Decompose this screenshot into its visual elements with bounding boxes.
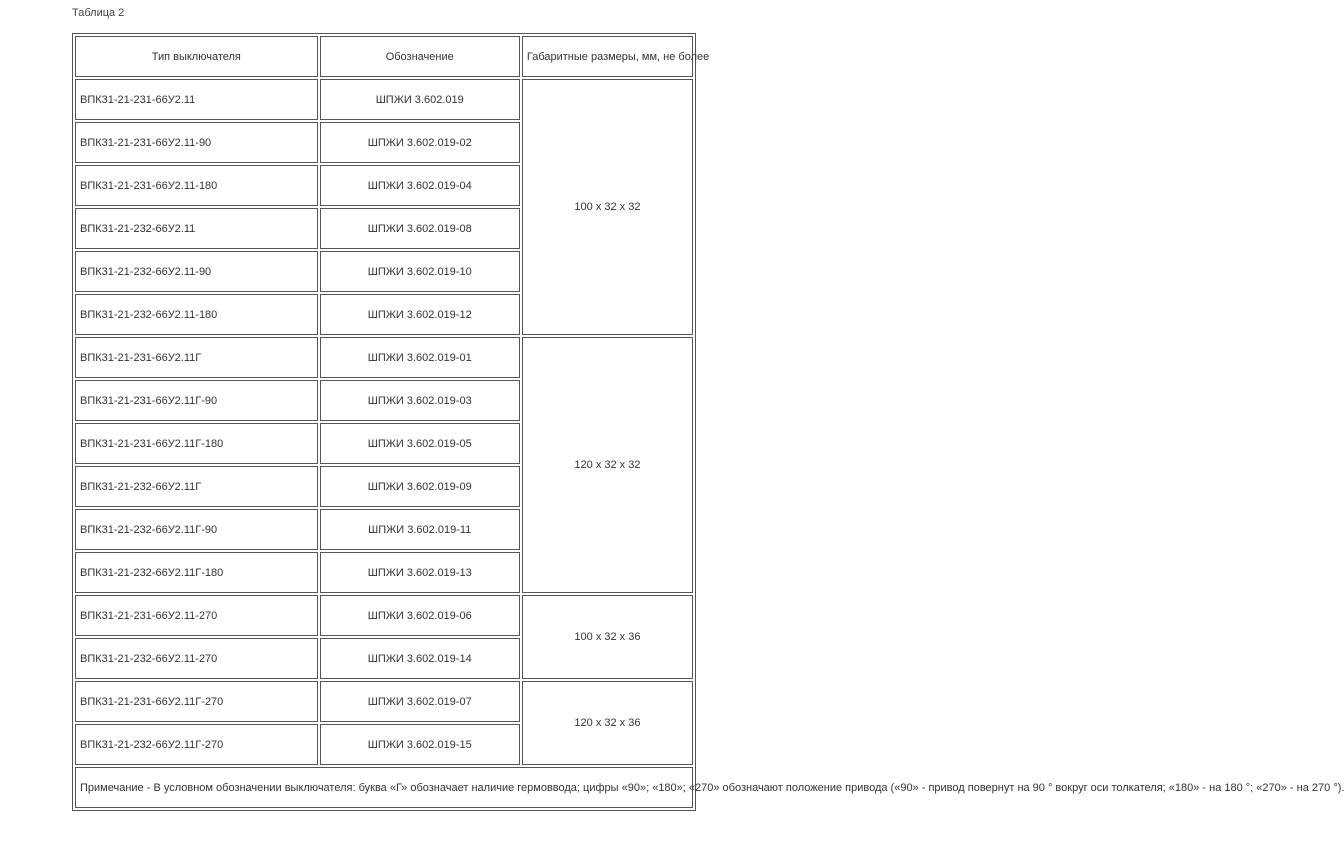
switch-type-cell: ВПК31-21-231-66У2.11-270: [75, 595, 318, 636]
table-row: [75, 681, 693, 722]
note-cell: Примечание - В условном обозначении выключателя: буква «Г» обозначает наличие гермоввода; цифры «90»; «180»; «270» обозначают положение привода («90» - привод повернут на 90 ° вокруг оси толкателя; «180» - на 180 °; «270» - на 270 °).: [75, 767, 693, 808]
designation-cell: ШПЖИ 3.602.019-10: [320, 251, 520, 292]
designation-cell: ШПЖИ 3.602.019-12: [320, 294, 520, 335]
switch-type-cell: ВПК31-21-231-66У2.11-90: [75, 122, 318, 163]
dimensions-cell: 100 х 32 х 32: [522, 79, 693, 335]
header-type: Тип выключателя: [75, 36, 318, 77]
designation-cell: ШПЖИ 3.602.019-11: [320, 509, 520, 550]
switch-type-cell: ВПК31-21-232-66У2.11Г-180: [75, 552, 318, 593]
header-dimensions: Габаритные размеры, мм, не более: [522, 36, 693, 77]
designation-cell: ШПЖИ 3.602.019-01: [320, 337, 520, 378]
designation-cell: ШПЖИ 3.602.019-02: [320, 122, 520, 163]
designation-cell: ШПЖИ 3.602.019-06: [320, 595, 520, 636]
dimensions-cell: 120 х 32 х 36: [522, 681, 693, 765]
table-caption: Таблица 2: [72, 7, 125, 19]
dimensions-cell: 100 х 32 х 36: [522, 595, 693, 679]
designation-cell: ШПЖИ 3.602.019-03: [320, 380, 520, 421]
designation-cell: ШПЖИ 3.602.019-09: [320, 466, 520, 507]
switch-type-cell: ВПК31-21-232-66У2.11: [75, 208, 318, 249]
switch-type-cell: ВПК31-21-231-66У2.11Г-270: [75, 681, 318, 722]
designation-cell: ШПЖИ 3.602.019: [320, 79, 520, 120]
table-row: [75, 79, 693, 120]
switch-spec-table: [72, 33, 1344, 811]
switch-type-cell: ВПК31-21-232-66У2.11-180: [75, 294, 318, 335]
switch-type-cell: ВПК31-21-232-66У2.11Г-90: [75, 509, 318, 550]
switch-type-cell: ВПК31-21-232-66У2.11-90: [75, 251, 318, 292]
switch-type-cell: ВПК31-21-231-66У2.11Г-90: [75, 380, 318, 421]
designation-cell: ШПЖИ 3.602.019-05: [320, 423, 520, 464]
table-body: [75, 36, 1344, 808]
dimensions-cell: 120 х 32 х 32: [522, 337, 693, 593]
designation-cell: ШПЖИ 3.602.019-04: [320, 165, 520, 206]
designation-cell: ШПЖИ 3.602.019-13: [320, 552, 520, 593]
switch-type-cell: ВПК31-21-231-66У2.11: [75, 79, 318, 120]
switch-type-cell: ВПК31-21-231-66У2.11Г: [75, 337, 318, 378]
designation-cell: ШПЖИ 3.602.019-07: [320, 681, 520, 722]
designation-cell: ШПЖИ 3.602.019-08: [320, 208, 520, 249]
note-row: [75, 767, 693, 808]
switch-type-cell: ВПК31-21-232-66У2.11Г: [75, 466, 318, 507]
table-row: [75, 337, 693, 378]
switch-type-cell: ВПК31-21-231-66У2.11-180: [75, 165, 318, 206]
table-row: [75, 595, 693, 636]
header-designation: Обозначение: [320, 36, 520, 77]
switch-type-cell: ВПК31-21-232-66У2.11Г-270: [75, 724, 318, 765]
designation-cell: ШПЖИ 3.602.019-14: [320, 638, 520, 679]
switch-type-cell: ВПК31-21-232-66У2.11-270: [75, 638, 318, 679]
switch-type-cell: ВПК31-21-231-66У2.11Г-180: [75, 423, 318, 464]
designation-cell: ШПЖИ 3.602.019-15: [320, 724, 520, 765]
header-row: [75, 36, 693, 77]
